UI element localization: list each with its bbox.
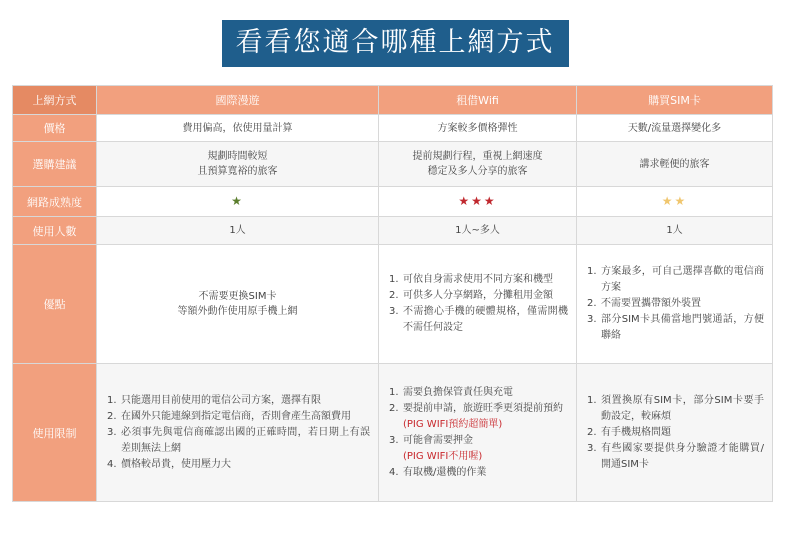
limits-sim <box>577 364 773 502</box>
list-text: 須置換原有SIM卡，部分SIM卡要手動設定，較麻煩 <box>601 394 764 422</box>
list-item <box>389 288 568 304</box>
row-label-pros: 優點 <box>13 245 97 364</box>
list-item <box>389 385 568 401</box>
list-number: 2. <box>389 402 399 414</box>
users-roaming: 1人 <box>97 217 379 245</box>
header-label: 上網方式 <box>13 86 97 115</box>
list-text: 要提前申請，旅遊旺季更須提前預約 <box>403 402 563 414</box>
pros-wifi-list <box>389 272 568 336</box>
list-item <box>389 401 568 417</box>
row-price <box>13 115 773 142</box>
pros-roaming-line1: 不需要更換SIM卡 <box>198 291 277 302</box>
list-text: 有手機規格問題 <box>601 426 671 438</box>
price-wifi: 方案較多價格彈性 <box>379 115 577 142</box>
limits-wifi-list <box>389 385 568 481</box>
list-text: 方案最多，可自己選擇喜歡的電信商方案 <box>601 266 764 293</box>
list-text: 有取機/還機的作業 <box>403 466 487 478</box>
list-number: 3. <box>587 442 597 454</box>
header-wifi-rental: 租借Wifi <box>379 86 577 115</box>
list-text: 在國外只能連線到指定電信商，否則會產生高額費用 <box>121 410 351 422</box>
list-text: 不需要置攜帶額外裝置 <box>601 298 701 309</box>
list-item <box>107 393 370 409</box>
recommend-wifi-line1: 提前規劃行程，重視上網速度 <box>412 151 543 162</box>
header-roaming: 國際漫遊 <box>97 86 379 115</box>
price-roaming: 費用偏高，依使用量計算 <box>97 115 379 142</box>
list-number: 3. <box>389 306 399 317</box>
list-text: 有些國家要提供身分驗證才能購買/開通SIM卡 <box>601 442 764 470</box>
row-label-users: 使用人數 <box>13 217 97 245</box>
price-sim: 天數/流量選擇變化多 <box>577 115 773 142</box>
limits-wifi <box>379 364 577 502</box>
list-number: 1. <box>107 394 117 406</box>
header-sim-card: 購買SIM卡 <box>577 86 773 115</box>
recommend-wifi <box>379 142 577 187</box>
recommend-sim: 講求輕便的旅客 <box>577 142 773 187</box>
recommend-roaming-line2: 且預算寬裕的旅客 <box>197 166 278 177</box>
list-text: 需要負擔保管責任與充電 <box>403 386 513 398</box>
star-rating-icon: ★ <box>231 193 244 208</box>
pig-wifi-note: (PIG WIFI不用喔) <box>403 450 483 462</box>
row-maturity <box>13 187 773 217</box>
list-number <box>389 449 403 465</box>
list-text: 只能選用目前使用的電信公司方案，選擇有限 <box>121 394 321 406</box>
limits-sim-list <box>587 393 764 473</box>
list-item <box>389 304 568 336</box>
list-item <box>587 441 764 473</box>
list-number: 4. <box>389 466 399 478</box>
limits-roaming <box>97 364 379 502</box>
list-text: 部分SIM卡具備當地門號通話，方便聯絡 <box>601 314 764 341</box>
list-item <box>389 272 568 288</box>
list-text: 可能會需要押金 <box>403 434 473 446</box>
pros-sim-list <box>587 264 764 344</box>
list-number: 2. <box>389 290 399 301</box>
list-number: 3. <box>107 426 117 438</box>
list-item <box>389 449 568 465</box>
list-number: 1. <box>389 274 399 285</box>
comparison-table <box>12 85 773 502</box>
list-item <box>107 457 370 473</box>
page-title: 看看您適合哪種上網方式 <box>222 20 569 67</box>
list-number: 1. <box>587 266 597 277</box>
star-rating-icon: ★★ <box>661 193 688 208</box>
row-pros <box>13 245 773 364</box>
recommend-wifi-line2: 穩定及多人分享的旅客 <box>427 166 528 177</box>
list-number: 2. <box>587 298 597 309</box>
row-users <box>13 217 773 245</box>
pros-wifi <box>379 245 577 364</box>
row-label-recommend: 選購建議 <box>13 142 97 187</box>
list-item <box>587 393 764 425</box>
pig-wifi-note: (PIG WIFI預約超簡單) <box>403 418 503 430</box>
list-number: 2. <box>107 410 117 422</box>
list-text: 可供多人分享網路，分攤租用金額 <box>403 290 553 301</box>
list-number: 3. <box>389 434 399 446</box>
limits-roaming-list <box>107 393 370 473</box>
list-item <box>587 312 764 344</box>
list-text: 價格較昂貴，使用壓力大 <box>121 458 231 470</box>
list-text: 不需擔心手機的硬體規格，僅需開機不需任何設定 <box>403 306 568 333</box>
recommend-roaming-line1: 規劃時間較短 <box>207 151 268 162</box>
list-item <box>587 296 764 312</box>
maturity-wifi <box>379 187 577 217</box>
header-row <box>13 86 773 115</box>
star-rating-icon: ★★★ <box>458 193 497 208</box>
list-item <box>587 264 764 296</box>
list-item <box>389 465 568 481</box>
list-number: 4. <box>107 458 117 470</box>
list-item <box>587 425 764 441</box>
pros-roaming <box>97 245 379 364</box>
row-limits <box>13 364 773 502</box>
list-number: 2. <box>587 426 597 438</box>
row-label-maturity: 網路成熟度 <box>13 187 97 217</box>
list-item <box>389 417 568 433</box>
maturity-sim <box>577 187 773 217</box>
pros-roaming-line2: 等額外動作使用原手機上網 <box>177 306 298 317</box>
list-text: 必須事先與電信商確認出國的正確時間，若日期上有誤差則無法上網 <box>121 426 370 454</box>
row-label-limits: 使用限制 <box>13 364 97 502</box>
recommend-roaming <box>97 142 379 187</box>
users-sim: 1人 <box>577 217 773 245</box>
list-item <box>107 425 370 457</box>
title-wrap <box>0 20 790 67</box>
maturity-roaming <box>97 187 379 217</box>
list-item <box>107 409 370 425</box>
list-text: 可依自身需求使用不同方案和機型 <box>403 274 553 285</box>
row-label-price: 價格 <box>13 115 97 142</box>
list-item <box>389 433 568 449</box>
row-recommend <box>13 142 773 187</box>
list-number <box>389 417 403 433</box>
pros-sim <box>577 245 773 364</box>
list-number: 3. <box>587 314 597 325</box>
list-number: 1. <box>389 386 399 398</box>
users-wifi: 1人~多人 <box>379 217 577 245</box>
list-number: 1. <box>587 394 597 406</box>
